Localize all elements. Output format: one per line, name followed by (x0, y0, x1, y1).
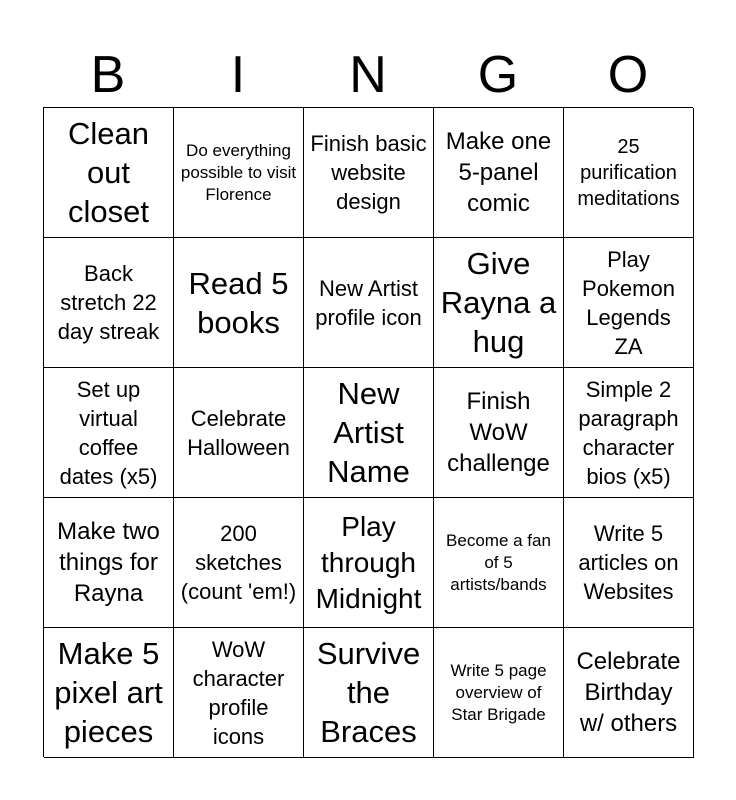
cell-text: Give Rayna a hug (440, 246, 557, 359)
cell-text: Finish WoW challenge (447, 388, 550, 477)
cell-text: Become a fan of 5 artists/bands (446, 530, 551, 594)
header-letter-b: B (90, 46, 126, 104)
cell-text: New Artist profile icon (315, 275, 422, 330)
cell-text: Celebrate Halloween (187, 405, 290, 460)
header-letter-i: I (230, 46, 246, 104)
header-letter-g: G (477, 46, 519, 104)
bingo-cell-r3c3[interactable] (304, 368, 434, 498)
cell-text: Clean out closet (68, 116, 149, 229)
cell-text: Celebrate Birthday w/ others (576, 648, 681, 737)
bingo-cell-r1c2[interactable] (174, 108, 304, 238)
header-letter-o: O (607, 46, 649, 104)
bingo-cell-r4c4[interactable] (434, 498, 564, 628)
bingo-cell-r5c4[interactable] (434, 628, 564, 758)
cell-text: Back stretch 22 day streak (57, 261, 160, 344)
bingo-cell-r2c4[interactable] (434, 238, 564, 368)
cell-text: Make 5 pixel art pieces (54, 636, 163, 749)
bingo-board (43, 107, 693, 757)
cell-text: Survive the Braces (316, 636, 421, 749)
bingo-cell-r3c1[interactable] (44, 368, 174, 498)
bingo-cell-r1c5[interactable] (564, 108, 694, 238)
bingo-cell-r1c3[interactable] (304, 108, 434, 238)
bingo-cell-r5c5[interactable] (564, 628, 694, 758)
bingo-cell-r4c3[interactable] (304, 498, 434, 628)
cell-text: Make one 5-panel comic (445, 128, 552, 217)
cell-text: Finish basic website design (310, 131, 427, 214)
cell-text: Play through Midnight (315, 510, 422, 614)
bingo-cell-r5c3[interactable] (304, 628, 434, 758)
bingo-cell-r3c5[interactable] (564, 368, 694, 498)
bingo-cell-r5c2[interactable] (174, 628, 304, 758)
cell-text: Play Pokemon Legends ZA (582, 246, 675, 359)
bingo-cell-r3c4[interactable] (434, 368, 564, 498)
bingo-cell-r1c4[interactable] (434, 108, 564, 238)
bingo-header (43, 44, 693, 106)
bingo-cell-r2c2[interactable] (174, 238, 304, 368)
bingo-cell-r4c1[interactable] (44, 498, 174, 628)
cell-text: Do everything possible to visit Florence (180, 140, 297, 204)
cell-text: WoW character profile icons (192, 636, 285, 749)
cell-text: New Artist Name (327, 376, 410, 489)
cell-text: Read 5 books (188, 265, 289, 340)
bingo-cell-r2c1[interactable] (44, 238, 174, 368)
bingo-cell-r1c1[interactable] (44, 108, 174, 238)
cell-text: Write 5 page overview of Star Brigade (450, 660, 547, 724)
cell-text: 200 sketches (count 'em!) (180, 521, 297, 604)
cell-text: Make two things for Rayna (57, 518, 160, 607)
bingo-cell-r4c5[interactable] (564, 498, 694, 628)
bingo-cell-r3c2[interactable] (174, 368, 304, 498)
cell-text: Set up virtual coffee dates (x5) (59, 376, 158, 489)
cell-text: Write 5 articles on Websites (578, 521, 679, 604)
bingo-cell-r2c5[interactable] (564, 238, 694, 368)
bingo-cell-r5c1[interactable] (44, 628, 174, 758)
header-letter-n: N (349, 46, 387, 104)
bingo-cell-r2c3[interactable] (304, 238, 434, 368)
bingo-cell-r4c2[interactable] (174, 498, 304, 628)
cell-text: 25 purification meditations (577, 135, 680, 210)
cell-text: Simple 2 paragraph character bios (x5) (578, 376, 679, 489)
